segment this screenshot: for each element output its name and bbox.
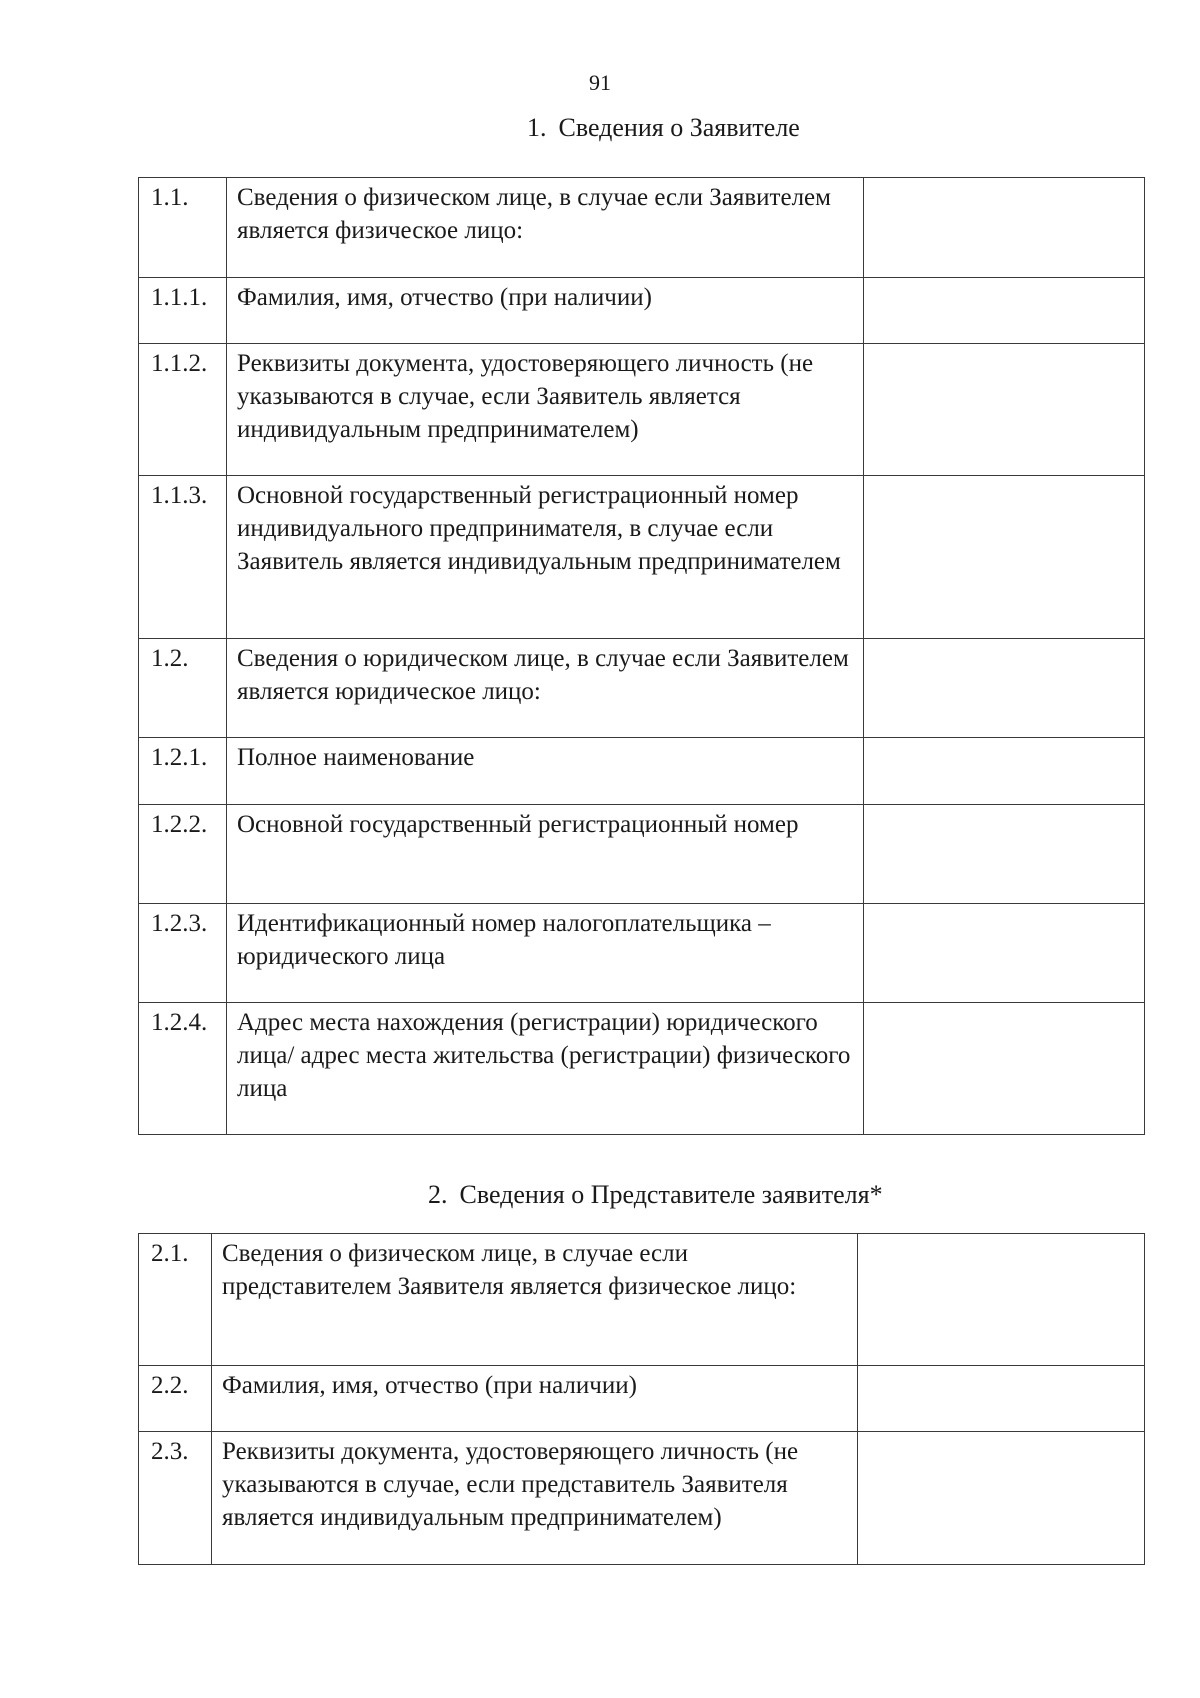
table-row bbox=[139, 805, 1145, 904]
row-number: 2.1. bbox=[139, 1234, 212, 1366]
row-label: Адрес места нахождения (регистрации) юридического лица/ адрес места жительства (регистрации) физического лица bbox=[227, 1003, 864, 1135]
row-value-field[interactable] bbox=[864, 178, 1145, 278]
row-number: 1.2.2. bbox=[139, 805, 227, 904]
row-number: 1.1.2. bbox=[139, 344, 227, 476]
row-number: 1.1.1. bbox=[139, 278, 227, 344]
row-value-field[interactable] bbox=[864, 738, 1145, 805]
row-number: 1.1. bbox=[139, 178, 227, 278]
section-1-title bbox=[527, 113, 800, 143]
row-value-field[interactable] bbox=[864, 476, 1145, 639]
row-number: 1.2.4. bbox=[139, 1003, 227, 1135]
row-number: 1.2. bbox=[139, 639, 227, 738]
row-value-field[interactable] bbox=[864, 904, 1145, 1003]
row-value-field[interactable] bbox=[864, 805, 1145, 904]
representative-info-table bbox=[138, 1233, 1145, 1565]
row-label: Полное наименование bbox=[227, 738, 864, 805]
section-1-number: 1. bbox=[527, 113, 547, 142]
row-value-field[interactable] bbox=[864, 639, 1145, 738]
table-row bbox=[139, 278, 1145, 344]
page-number: 91 bbox=[589, 70, 611, 95]
row-label: Реквизиты документа, удостоверяющего личность (не указываются в случае, если Заявитель является индивидуальным предпринимателем) bbox=[227, 344, 864, 476]
table-row bbox=[139, 476, 1145, 639]
row-label: Идентификационный номер налогоплательщика – юридического лица bbox=[227, 904, 864, 1003]
row-label: Фамилия, имя, отчество (при наличии) bbox=[227, 278, 864, 344]
row-label: Основной государственный регистрационный номер индивидуального предпринимателя, в случае если Заявитель является индивидуальным предпринимателем bbox=[227, 476, 864, 639]
row-value-field[interactable] bbox=[864, 278, 1145, 344]
row-number: 2.3. bbox=[139, 1432, 212, 1565]
section-2-title-text: Сведения о Представителе заявителя* bbox=[459, 1180, 883, 1209]
row-value-field[interactable] bbox=[864, 344, 1145, 476]
table-row bbox=[139, 738, 1145, 805]
row-label: Сведения о юридическом лице, в случае если Заявителем является юридическое лицо: bbox=[227, 639, 864, 738]
section-2-title bbox=[428, 1180, 883, 1210]
row-number: 1.2.1. bbox=[139, 738, 227, 805]
applicant-info-table bbox=[138, 177, 1145, 1135]
table-row bbox=[139, 1366, 1145, 1432]
section-1-title-text: Сведения о Заявителе bbox=[558, 113, 800, 142]
row-value-field[interactable] bbox=[858, 1432, 1145, 1565]
row-label: Сведения о физическом лице, в случае если Заявителем является физическое лицо: bbox=[227, 178, 864, 278]
row-label: Реквизиты документа, удостоверяющего личность (не указываются в случае, если представитель Заявителя является индивидуальным предпринимателем) bbox=[212, 1432, 858, 1565]
row-number: 1.1.3. bbox=[139, 476, 227, 639]
table-row bbox=[139, 1003, 1145, 1135]
row-label: Основной государственный регистрационный номер bbox=[227, 805, 864, 904]
table-row bbox=[139, 1234, 1145, 1366]
row-number: 2.2. bbox=[139, 1366, 212, 1432]
table-row bbox=[139, 904, 1145, 1003]
table-row bbox=[139, 639, 1145, 738]
table-row bbox=[139, 178, 1145, 278]
row-value-field[interactable] bbox=[858, 1366, 1145, 1432]
row-label: Фамилия, имя, отчество (при наличии) bbox=[212, 1366, 858, 1432]
row-number: 1.2.3. bbox=[139, 904, 227, 1003]
table-row bbox=[139, 1432, 1145, 1565]
row-value-field[interactable] bbox=[864, 1003, 1145, 1135]
row-value-field[interactable] bbox=[858, 1234, 1145, 1366]
row-label: Сведения о физическом лице, в случае если представителем Заявителя является физическое лицо: bbox=[212, 1234, 858, 1366]
section-2-number: 2. bbox=[428, 1180, 448, 1209]
table-row bbox=[139, 344, 1145, 476]
